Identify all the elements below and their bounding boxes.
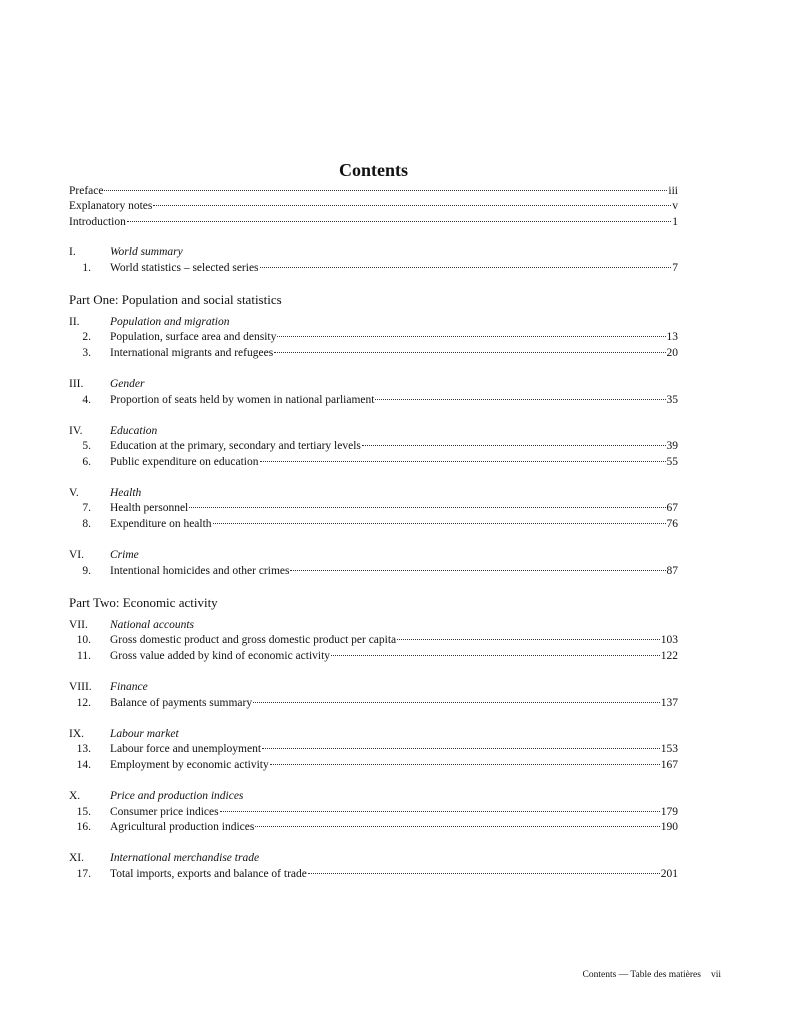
entry-number: 8.: [82, 517, 91, 530]
entry-page: iii: [668, 185, 678, 197]
section-title: Education: [110, 424, 158, 437]
entry-label: Explanatory notes: [69, 200, 153, 213]
toc-entry[interactable]: [69, 261, 678, 276]
section-title: International merchandise trade: [110, 852, 260, 865]
entry-label: Education at the primary, secondary and tertiary levels: [110, 440, 361, 453]
entry-label: International migrants and refugees: [110, 346, 274, 359]
dot-leader: [331, 655, 660, 656]
section-title: Population and migration: [110, 315, 230, 328]
entry-page: 87: [666, 564, 678, 577]
section: [69, 851, 678, 882]
toc-entry-preface[interactable]: [69, 184, 678, 199]
dot-leader: [253, 702, 660, 703]
section-title: Labour market: [110, 727, 179, 740]
entry-number: 15.: [76, 805, 91, 818]
entry-label: Gross domestic product and gross domestic product per capita: [110, 634, 397, 647]
toc-entry[interactable]: [69, 455, 678, 470]
toc-entry[interactable]: [69, 330, 678, 345]
dot-leader: [375, 399, 665, 400]
toc-entry[interactable]: [69, 517, 678, 532]
entry-label: Labour force and unemployment: [110, 743, 262, 756]
entry-page: 39: [666, 440, 678, 453]
section-heading: [69, 377, 678, 392]
section-title: Health: [110, 487, 142, 500]
dot-leader: [277, 336, 665, 337]
entry-page: 1: [672, 215, 678, 228]
section-heading: [69, 727, 678, 742]
toc-entry[interactable]: [69, 393, 678, 408]
entry-page: 67: [666, 502, 678, 515]
entry-page: 167: [660, 758, 678, 771]
entry-number: 3.: [82, 346, 91, 359]
front-matter: [69, 184, 678, 230]
section-title: Price and production indices: [110, 790, 244, 803]
section-heading: [69, 851, 678, 866]
table-of-contents: [69, 158, 678, 882]
section: [69, 789, 678, 835]
entry-number: 4.: [82, 393, 91, 406]
section-numeral: II.: [69, 315, 80, 328]
section: [69, 618, 678, 664]
dot-leader: [308, 873, 660, 874]
entry-label: Balance of payments summary: [110, 696, 253, 709]
toc-entry[interactable]: [69, 346, 678, 361]
entry-label: Preface: [69, 185, 104, 197]
entry-page: 35: [666, 393, 678, 406]
dot-leader: [274, 352, 665, 353]
section-numeral: VI.: [69, 549, 85, 562]
dot-leader: [262, 748, 660, 749]
section-heading: [69, 789, 678, 804]
entry-page: 153: [660, 743, 678, 756]
entry-number: 17.: [76, 867, 91, 880]
section-numeral: VII.: [69, 619, 88, 632]
section-numeral: VIII.: [69, 681, 92, 694]
entry-label: Public expenditure on education: [110, 455, 259, 468]
entry-number: 10.: [76, 634, 91, 647]
toc-entry[interactable]: [69, 805, 678, 820]
toc-entry[interactable]: [69, 649, 678, 664]
section-heading: [69, 486, 678, 501]
section-title: Crime: [110, 549, 139, 562]
part-heading: Part One: Population and social statistics: [69, 291, 282, 307]
toc-entry-explanatory-notes[interactable]: [69, 199, 678, 214]
entry-number: 7.: [82, 502, 91, 515]
toc-entry[interactable]: [69, 564, 678, 579]
entry-page: 76: [666, 517, 678, 530]
dot-leader: [220, 811, 660, 812]
entry-number: 2.: [82, 331, 91, 344]
toc-entry[interactable]: [69, 696, 678, 711]
entry-page: v: [672, 200, 678, 213]
section-title: Finance: [110, 681, 148, 694]
entry-number: 16.: [76, 820, 91, 833]
entry-number: 5.: [82, 440, 91, 453]
dot-leader: [213, 523, 666, 524]
entry-number: 9.: [82, 564, 91, 577]
section-numeral: III.: [69, 378, 84, 391]
section-heading: [69, 315, 678, 330]
entry-page: 103: [660, 634, 678, 647]
section-numeral: XI.: [69, 852, 85, 865]
dot-leader: [260, 267, 672, 268]
entry-label: Expenditure on health: [110, 517, 212, 530]
section-numeral: V.: [69, 487, 79, 500]
part-one: [69, 276, 678, 579]
section-world-summary: [69, 245, 678, 276]
entry-page: 122: [660, 649, 678, 662]
dot-leader: [104, 190, 667, 191]
footer-page-number: vii: [710, 970, 721, 980]
dot-leader: [270, 764, 660, 765]
part-heading: Part Two: Economic activity: [69, 595, 218, 611]
section: [69, 548, 678, 579]
section-heading: [69, 618, 678, 633]
toc-entry-introduction[interactable]: [69, 215, 678, 230]
entry-label: Intentional homicides and other crimes: [110, 564, 290, 577]
section-title: National accounts: [110, 619, 195, 632]
toc-entry[interactable]: [69, 501, 678, 516]
section-heading: [69, 424, 678, 439]
section: [69, 680, 678, 711]
toc-entry[interactable]: [69, 758, 678, 773]
dot-leader: [260, 461, 666, 462]
section-title: World summary: [110, 246, 183, 259]
toc-entry[interactable]: [69, 867, 678, 882]
entry-page: 20: [666, 346, 678, 359]
page-title: Contents: [338, 160, 408, 180]
section: [69, 377, 678, 408]
entry-page: 55: [666, 455, 678, 468]
entry-number: 13.: [76, 743, 91, 756]
section: [69, 486, 678, 532]
entry-label: Employment by economic activity: [110, 758, 269, 771]
entry-page: 137: [660, 696, 678, 709]
page-footer: [583, 970, 721, 980]
entry-label: Introduction: [69, 215, 126, 228]
entry-label: Proportion of seats held by women in national parliament: [110, 393, 375, 406]
section-title: Gender: [110, 378, 145, 391]
section-numeral: I.: [69, 246, 76, 259]
entry-label: Population, surface area and density: [110, 331, 277, 344]
dot-leader: [255, 826, 659, 827]
section: [69, 727, 678, 773]
entry-number: 14.: [76, 758, 91, 771]
section: [69, 315, 678, 361]
section-heading: [69, 245, 678, 260]
section-numeral: X.: [69, 790, 81, 803]
entry-label: Total imports, exports and balance of trade: [110, 867, 307, 880]
entry-label: Agricultural production indices: [110, 820, 255, 833]
toc-entry[interactable]: [69, 439, 678, 454]
section-numeral: IV.: [69, 424, 83, 437]
entry-label: World statistics – selected series: [110, 261, 259, 274]
dot-leader: [290, 570, 665, 571]
toc-entry[interactable]: [69, 742, 678, 757]
entry-page: 13: [666, 331, 678, 344]
dot-leader: [189, 507, 665, 508]
entry-page: 190: [660, 820, 678, 833]
part-two: [69, 579, 678, 882]
toc-entry[interactable]: [69, 633, 678, 648]
entry-label: Gross value added by kind of economic activity: [110, 649, 331, 662]
entry-page: 7: [672, 261, 678, 274]
section: [69, 424, 678, 470]
entry-number: 11.: [77, 649, 91, 662]
dot-leader: [397, 639, 660, 640]
entry-label: Health personnel: [110, 502, 189, 515]
entry-number: 6.: [82, 455, 91, 468]
dot-leader: [153, 205, 671, 206]
toc-entry[interactable]: [69, 820, 678, 835]
entry-number: 1.: [82, 261, 91, 274]
entry-number: 12.: [76, 696, 91, 709]
entry-page: 179: [660, 805, 678, 818]
footer-text: Contents — Table des matières: [582, 970, 701, 980]
entry-label: Consumer price indices: [110, 805, 219, 818]
section-numeral: IX.: [69, 727, 85, 740]
dot-leader: [362, 445, 666, 446]
entry-page: 201: [660, 867, 678, 880]
dot-leader: [127, 221, 671, 222]
section-heading: [69, 680, 678, 695]
section-heading: [69, 548, 678, 563]
